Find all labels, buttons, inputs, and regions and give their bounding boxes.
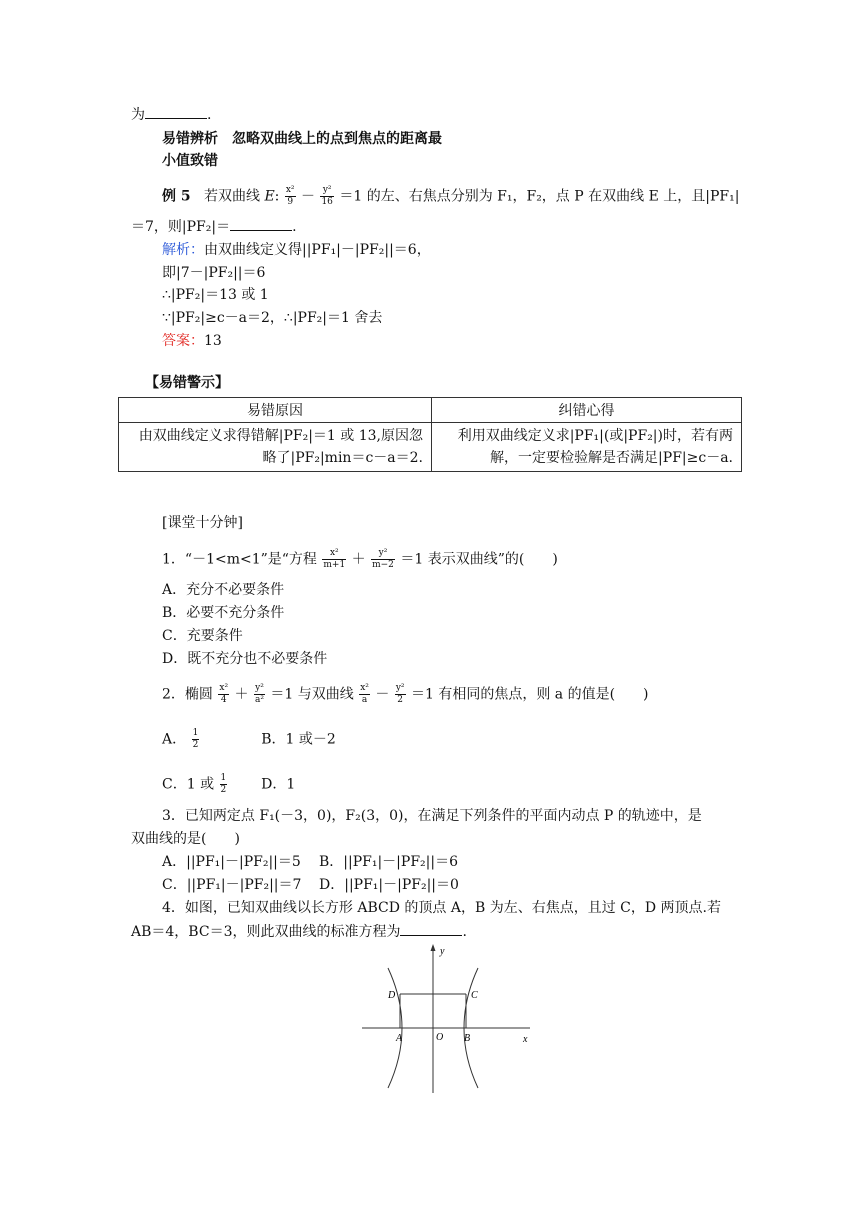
answer-blank bbox=[145, 104, 207, 119]
practice-header: [课堂十分钟] bbox=[162, 515, 243, 531]
fraction-half: $\frac{1}{2}$ bbox=[220, 773, 227, 795]
example-5-line2: ＝7，则|PF₂|＝ . bbox=[131, 216, 297, 237]
example-label: 例 5 bbox=[162, 188, 191, 205]
example-5-statement: 例 5 若双曲线 E: $\frac{\text{x²}}{9}$ － $\frac{\text{y²}}{16}$ ＝1 的左、右焦点分别为 F₁，F₂，点 P 在双曲线 E 上，且|PF₁| bbox=[162, 185, 740, 207]
question-3-line2: 双曲线的是( ) bbox=[131, 831, 240, 847]
x-label: x bbox=[523, 1034, 528, 1045]
table-cell-lesson: 利用双曲线定义求|PF₁|(或|PF₂|)时，若有两 解，一定要检验解是否满足|PF|≥c－a. bbox=[432, 423, 742, 472]
table-cell-cause: 由双曲线定义求得错解|PF₂|＝1 或 13,原因忽 略了|PF₂|min＝c－a＝2. bbox=[119, 423, 432, 472]
solution-line1: 解析：由双曲线定义得||PF₁|－|PF₂||＝6， bbox=[162, 242, 431, 258]
fraction-q2-1: $\frac{\text{x²}}{4}$ bbox=[219, 683, 229, 705]
warning-table bbox=[118, 397, 742, 472]
question-3-line1: 3．已知两定点 F₁(－3，0)，F₂(3，0)，在满足下列条件的平面内动点 P 的轨迹中，是 bbox=[162, 808, 702, 824]
question-4-line2: AB＝4，BC＝3，则此双曲线的标准方程为 . bbox=[131, 921, 467, 942]
question-4-line1: 4．如图，已知双曲线以长方形 ABCD 的顶点 A，B 为左、右焦点，且过 C，D 两顶点.若 bbox=[162, 900, 721, 916]
q2-options-cd: C．1 或 $\frac{1}{2}$ D．1 bbox=[162, 773, 296, 795]
table-header-lesson: 纠错心得 bbox=[432, 398, 742, 423]
section-title-line1: 易错辨析 忽略双曲线上的点到焦点的距离最 bbox=[162, 131, 442, 147]
fraction-q1-1: $\frac{\text{x²}}{m+1}$ bbox=[323, 548, 346, 570]
q3-option-b: B．||PF₁|－|PF₂||＝6 bbox=[319, 854, 458, 870]
q3-option-c: C．||PF₁|－|PF₂||＝7 bbox=[162, 877, 302, 893]
question-2: 2．椭圆 $\frac{\text{x²}}{4}$ ＋ $\frac{\text{y²}}{\text{a²}}$ ＝1 与双曲线 $\frac{\text{x²}}{a}$ － $\frac{\text{y²}}{2}$ ＝1 有相同的焦点，则 a 的值是( ) bbox=[162, 683, 649, 705]
y-axis-arrow bbox=[431, 944, 436, 951]
point-b-label: B bbox=[464, 1033, 471, 1044]
solution-line4: ∵|PF₂|≥c－a＝2，∴|PF₂|＝1 舍去 bbox=[162, 310, 383, 326]
point-c-label: C bbox=[471, 990, 478, 1001]
fraction-half: $\frac{1}{2}$ bbox=[192, 728, 199, 750]
fraction-x2-over-9: $\frac{\text{x²}}{9}$ bbox=[285, 185, 295, 207]
warning-title: 【易错警示】 bbox=[145, 375, 229, 391]
answer-label: 答案： bbox=[162, 333, 204, 349]
q1-option-b: B．必要不充分条件 bbox=[162, 605, 285, 621]
origin-label: O bbox=[436, 1032, 444, 1043]
table-header-cause: 易错原因 bbox=[119, 398, 432, 423]
solution-line2: 即|7－|PF₂||＝6 bbox=[162, 265, 266, 281]
answer-blank bbox=[400, 921, 462, 936]
question-1: 1．“－1<m<1”是“方程 $\frac{\text{x²}}{m+1}$ ＋ $\frac{\text{y²}}{m-2}$ ＝1 表示双曲线”的( ) bbox=[162, 548, 558, 570]
answer-value: 13 bbox=[204, 333, 222, 349]
y-label: y bbox=[440, 946, 445, 957]
q3-option-d: D．||PF₁|－|PF₂||＝0 bbox=[319, 877, 459, 893]
solution-line3: ∴|PF₂|＝13 或 1 bbox=[162, 287, 269, 303]
q1-option-d: D．既不充分也不必要条件 bbox=[162, 651, 328, 667]
q3-option-a: A．||PF₁|－|PF₂||＝5 bbox=[162, 854, 301, 870]
point-d-label: D bbox=[388, 990, 396, 1001]
hyperbola-figure bbox=[360, 938, 540, 1098]
fraction-q1-2: $\frac{\text{y²}}{m-2}$ bbox=[372, 548, 394, 570]
answer-blank bbox=[230, 216, 292, 231]
fraction-q2-2: $\frac{\text{y²}}{\text{a²}}$ bbox=[254, 683, 264, 705]
fraction-q2-4: $\frac{\text{y²}}{2}$ bbox=[395, 683, 405, 705]
q1-option-a: A．充分不必要条件 bbox=[162, 582, 285, 598]
fraction-q2-3: $\frac{\text{x²}}{a}$ bbox=[360, 683, 369, 705]
section-title-line2: 小值致错 bbox=[162, 153, 218, 169]
q2-options-ab: A． $\frac{1}{2}$ B．1 或－2 bbox=[162, 728, 336, 750]
answer-line bbox=[162, 331, 222, 351]
q1-option-c: C．充要条件 bbox=[162, 628, 243, 644]
point-a-label: A bbox=[396, 1033, 403, 1044]
solution-label: 解析： bbox=[162, 242, 204, 258]
prev-question-tail: 为 . bbox=[131, 104, 211, 125]
fraction-y2-over-16: $\frac{\text{y²}}{16}$ bbox=[321, 185, 333, 207]
